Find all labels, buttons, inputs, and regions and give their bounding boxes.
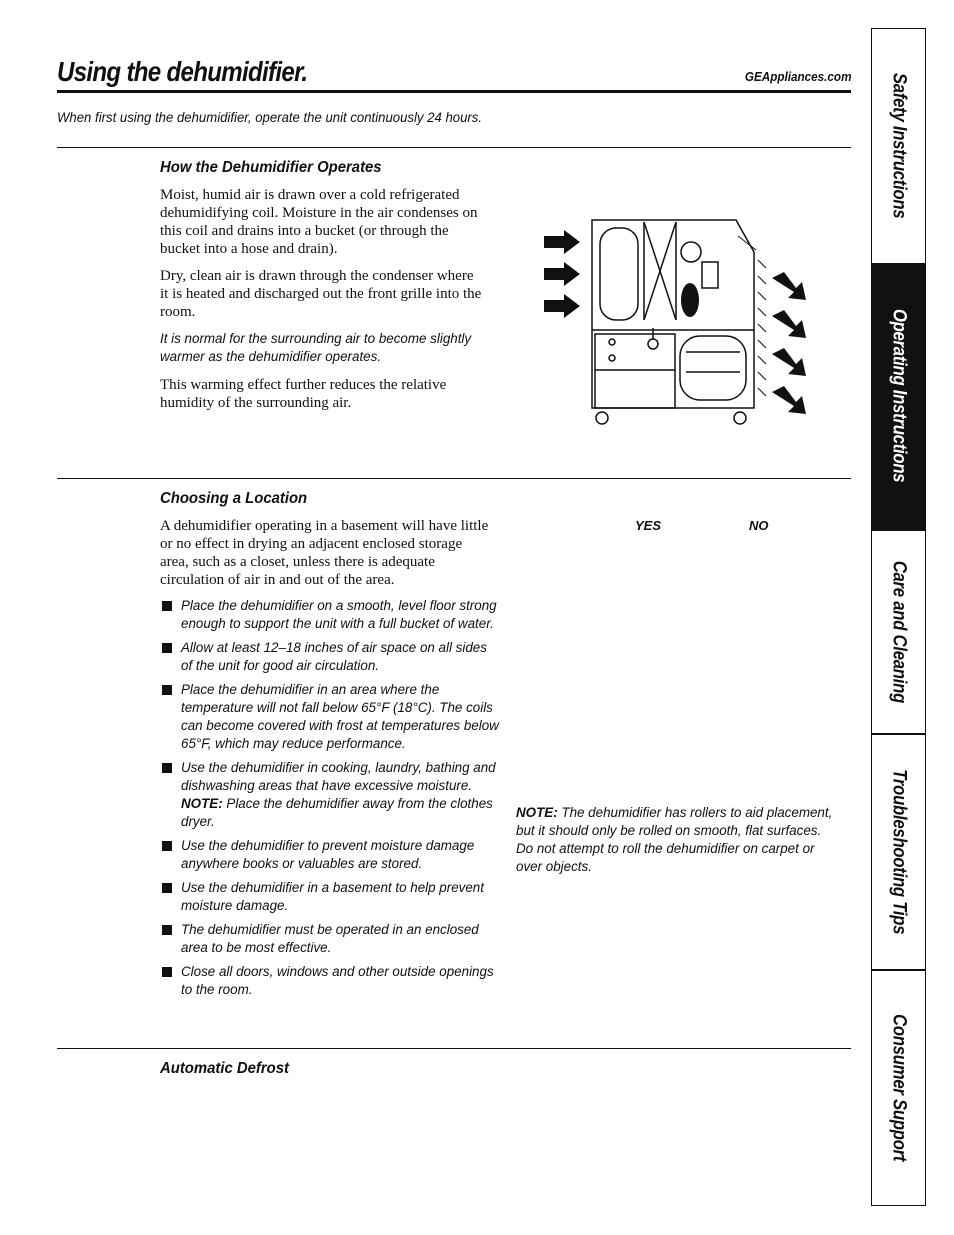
bullet-square-icon [162, 601, 172, 611]
exhaust-arrow-icon [772, 272, 806, 414]
page-title: Using the dehumidifier. [57, 56, 308, 87]
tab-safety-instructions[interactable]: Safety Instructions [888, 73, 910, 219]
rollers-note [516, 804, 841, 876]
list-item: Allow at least 12–18 inches of air space on all sides of the unit for good air circulation. [160, 639, 500, 675]
list-item: Close all doors, windows and other outside openings to the room. [160, 963, 500, 999]
list-item: Use the dehumidifier in cooking, laundry, bathing and dishwashing areas that have excessive moisture. NOTE: Place the dehumidifier away from the clothes dryer. [160, 759, 500, 831]
section-tabs [871, 28, 926, 1206]
site-url[interactable]: GEAppliances.com [744, 69, 851, 84]
list-item: Place the dehumidifier in an area where the temperature will not fall below 65°F (18°C). The coils can become covered with frost at temperatures below 65°F, which may reduce performance. [160, 681, 500, 753]
intake-arrow-icon [544, 230, 580, 318]
tab-care-and-cleaning[interactable]: Care and Cleaning [888, 560, 910, 704]
section-divider [57, 478, 851, 479]
operates-paragraph-1: Moist, humid air is drawn over a cold refrigerated dehumidifying coil. Moisture in the air condenses on this coil and drains into a bucket (or through the bucket into a hose and drain). [160, 187, 478, 257]
bullet-square-icon [162, 685, 172, 695]
dehumidifier-unit-icon [592, 220, 754, 424]
location-heading: Choosing a Location [160, 490, 308, 507]
operates-paragraph-2: Dry, clean air is drawn through the condenser where it is heated and discharged out the front grille into the room. [160, 268, 482, 320]
bullet-square-icon [162, 925, 172, 935]
grille-lines-icon [738, 236, 766, 396]
note-label: NOTE: [516, 805, 558, 820]
bullet-square-icon [162, 883, 172, 893]
list-item: Use the dehumidifier in a basement to help prevent moisture damage. [160, 879, 500, 915]
bullet-note-label: NOTE: [181, 796, 223, 811]
no-label: NO [749, 518, 769, 533]
list-item: Place the dehumidifier on a smooth, level floor strong enough to support the unit with a full bucket of water. [160, 597, 500, 633]
yes-label: YES [635, 518, 662, 533]
location-intro: A dehumidifier operating in a basement will have little or no effect in drying an adjacent enclosed storage area, such as a closet, unless there is adequate circulation of air in and out of the area. [160, 518, 489, 588]
bullet-square-icon [162, 643, 172, 653]
section-divider [57, 1048, 851, 1049]
note-body: The dehumidifier has rollers to aid placement, but it should only be rolled on smooth, flat surfaces. Do not attempt to roll the dehumidifier on carpet or over objects. [516, 805, 833, 874]
dehumidifier-airflow-diagram [540, 212, 810, 430]
bullet-note-text: Place the dehumidifier away from the clothes dryer. [181, 796, 493, 829]
bullet-square-icon [162, 763, 172, 773]
tab-troubleshooting-tips[interactable]: Troubleshooting Tips [888, 769, 910, 935]
bullet-square-icon [162, 967, 172, 977]
intro-text: When first using the dehumidifier, operate the unit continuously 24 hours. [57, 109, 483, 125]
title-rule [57, 90, 851, 93]
bullet-square-icon [162, 841, 172, 851]
tab-consumer-support[interactable]: Consumer Support [888, 1014, 910, 1162]
section-divider [57, 147, 851, 148]
tab-operating-instructions[interactable]: Operating Instructions [872, 263, 925, 529]
list-item: The dehumidifier must be operated in an enclosed area to be most effective. [160, 921, 500, 957]
location-bullet-list [160, 597, 500, 1005]
coil-shape-icon [681, 283, 699, 317]
operates-paragraph-4: This warming effect further reduces the relative humidity of the surrounding air. [160, 377, 447, 411]
defrost-heading: Automatic Defrost [160, 1060, 289, 1077]
operates-heading: How the Dehumidifier Operates [160, 159, 382, 176]
operates-note: It is normal for the surrounding air to become slightly warmer as the dehumidifier operates. [160, 331, 472, 364]
list-item: Use the dehumidifier to prevent moisture damage anywhere books or valuables are stored. [160, 837, 500, 873]
